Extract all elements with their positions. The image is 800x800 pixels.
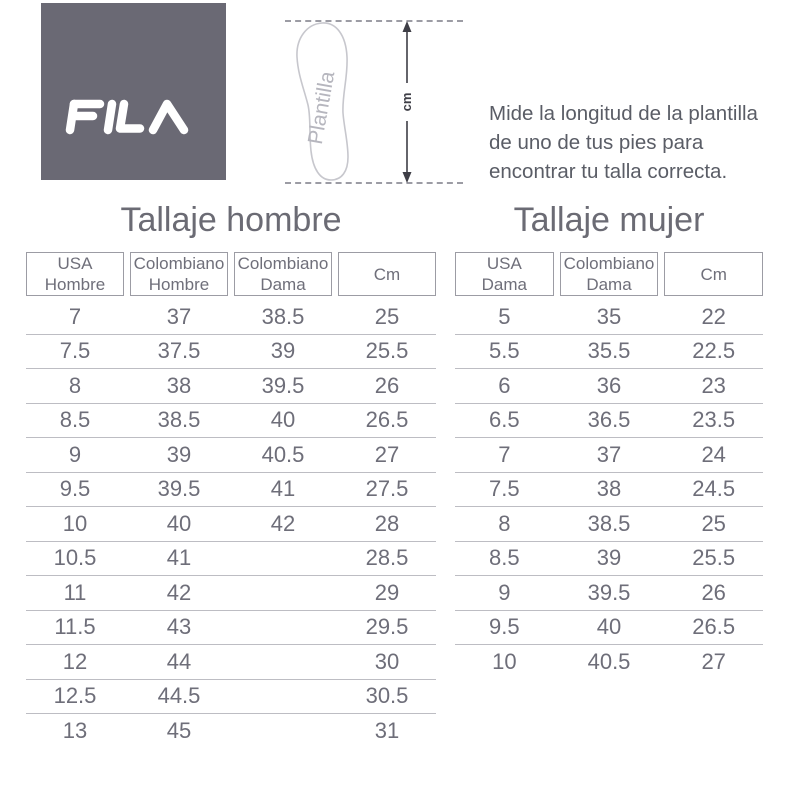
table-cell: 44.5 [157, 683, 201, 709]
column-header-colombiano-dama [560, 252, 659, 296]
table-cell: 6.5 [489, 407, 520, 433]
header-line: Cm [700, 264, 727, 284]
table-cell: 36 [596, 372, 622, 398]
table-cell: 9.5 [59, 476, 91, 502]
table-row [455, 300, 763, 335]
women-table-body [455, 300, 763, 680]
table-cell: 7 [68, 303, 82, 329]
table-cell: 29.5 [365, 614, 409, 640]
table-cell: 13 [62, 718, 88, 744]
table-cell: 37.5 [157, 338, 201, 364]
column-header-usa-dama [455, 252, 554, 296]
table-cell: 28.5 [365, 545, 409, 571]
instruction-line: de uno de tus pies para [489, 131, 704, 154]
table-row [26, 680, 436, 715]
column-header-cm [664, 252, 763, 296]
table-cell: 26.5 [365, 407, 409, 433]
table-cell: 12.5 [53, 683, 97, 709]
table-cell: 36.5 [587, 407, 631, 433]
table-cell: 45 [166, 718, 192, 744]
insole-icon [289, 21, 367, 183]
table-row [26, 473, 436, 508]
table-cell: 40 [596, 614, 622, 640]
table-row [26, 542, 436, 577]
column-header-cm [338, 252, 436, 296]
instruction-line: encontrar tu talla correcta. [489, 160, 728, 183]
table-row [26, 369, 436, 404]
table-cell: 38.5 [261, 303, 305, 329]
table-cell: 38 [166, 372, 192, 398]
table-row [455, 576, 763, 611]
table-cell: 9.5 [489, 614, 520, 640]
men-table-title: Tallaje hombre [120, 201, 342, 239]
header-line: Colombiano [563, 254, 655, 273]
table-row [26, 507, 436, 542]
table-cell: 44 [166, 648, 192, 674]
table-row [455, 404, 763, 439]
table-cell: 39 [596, 545, 622, 571]
table-cell: 22.5 [692, 338, 736, 364]
men-table-header-row [26, 252, 436, 296]
table-cell: 28 [374, 510, 400, 536]
table-row [455, 369, 763, 404]
header-line: Cm [373, 264, 401, 284]
table-cell: 40.5 [261, 441, 305, 467]
table-cell: 11.5 [54, 614, 96, 640]
table-cell: 10 [492, 649, 517, 675]
table-cell: 25.5 [365, 338, 409, 364]
table-cell: 38 [596, 476, 622, 502]
table-cell: 9 [68, 441, 82, 467]
table-cell: 29 [374, 579, 400, 605]
measure-diagram [285, 14, 465, 192]
table-cell: 8 [68, 372, 82, 398]
table-cell: 24.5 [692, 476, 736, 502]
table-cell: 39.5 [157, 476, 201, 502]
table-row [26, 576, 436, 611]
cm-unit-label: cm [399, 83, 415, 121]
table-cell: 7.5 [59, 338, 91, 364]
header-line: Hombre [44, 275, 106, 294]
table-cell: 40 [270, 407, 296, 433]
women-table-title: Tallaje mujer [513, 201, 705, 239]
header-line: Colombiano [133, 254, 225, 273]
table-row [26, 438, 436, 473]
table-cell: 7.5 [489, 476, 520, 502]
table-row [26, 300, 436, 335]
column-header-colombiano-hombre [130, 252, 228, 296]
table-row [26, 611, 436, 646]
table-row [455, 542, 763, 577]
table-cell: 5 [498, 303, 511, 329]
table-cell: 40.5 [587, 649, 631, 675]
header-line: Dama [481, 275, 528, 294]
table-cell: 43 [166, 614, 192, 640]
table-cell: 25 [701, 510, 726, 536]
header-line: Colombiano [237, 254, 329, 273]
men-size-table [26, 252, 436, 749]
men-table-body [26, 300, 436, 749]
table-row [455, 507, 763, 542]
table-cell: 27 [701, 649, 726, 675]
table-row [26, 335, 436, 370]
table-cell: 25.5 [692, 545, 736, 571]
table-cell: 27 [374, 441, 400, 467]
instruction-line: Mide la longitud de la plantilla [489, 102, 758, 125]
table-cell: 23.5 [692, 407, 736, 433]
table-cell: 39.5 [587, 579, 631, 605]
header-line: Dama [586, 275, 632, 294]
table-cell: 23 [701, 372, 726, 398]
table-cell: 8.5 [59, 407, 91, 433]
table-cell: 38.5 [587, 510, 631, 536]
women-table-header-row [455, 252, 763, 296]
table-row [455, 335, 763, 370]
table-cell: 31 [374, 718, 400, 744]
table-cell: 12 [62, 648, 88, 674]
table-cell: 22 [701, 303, 726, 329]
table-row [26, 645, 436, 680]
table-cell: 39 [166, 441, 192, 467]
table-cell: 27.5 [365, 476, 409, 502]
table-cell: 8 [498, 510, 511, 536]
table-cell: 10.5 [53, 545, 97, 571]
table-row [455, 438, 763, 473]
table-cell: 5.5 [489, 338, 520, 364]
table-row [26, 404, 436, 439]
women-size-table [455, 252, 763, 680]
table-cell: 42 [270, 510, 296, 536]
table-row [455, 611, 763, 646]
table-row [455, 645, 763, 680]
header-line: USA [486, 254, 522, 273]
table-cell: 11 [63, 579, 87, 605]
table-cell: 26 [374, 372, 400, 398]
table-cell: 10 [62, 510, 88, 536]
table-cell: 26 [701, 579, 726, 605]
column-header-colombiano-dama [234, 252, 332, 296]
brand-logo-box [41, 3, 226, 180]
header-line: Dama [260, 275, 306, 294]
table-cell: 30.5 [365, 683, 409, 709]
table-cell: 41 [270, 476, 296, 502]
table-cell: 40 [166, 510, 192, 536]
table-cell: 37 [166, 303, 192, 329]
table-cell: 24 [701, 441, 726, 467]
table-cell: 7 [498, 441, 511, 467]
table-cell: 42 [166, 579, 192, 605]
table-cell: 39 [270, 338, 296, 364]
fila-logo-icon [63, 95, 193, 139]
table-cell: 35 [596, 303, 622, 329]
table-cell: 25 [374, 303, 400, 329]
table-cell: 8.5 [489, 545, 520, 571]
table-cell: 26.5 [692, 614, 736, 640]
instruction-text [489, 99, 789, 186]
table-row [455, 473, 763, 508]
insole-label: Plantilla [303, 69, 340, 147]
column-header-usa-hombre [26, 252, 124, 296]
header-line: USA [57, 254, 93, 273]
header-line: Hombre [148, 275, 210, 294]
table-cell: 37 [596, 441, 622, 467]
table-cell: 35.5 [587, 338, 631, 364]
table-cell: 38.5 [157, 407, 201, 433]
table-cell: 9 [498, 579, 511, 605]
table-cell: 39.5 [261, 372, 305, 398]
table-cell: 6 [498, 372, 511, 398]
table-row [26, 714, 436, 749]
table-cell: 30 [374, 648, 400, 674]
table-cell: 41 [166, 545, 192, 571]
